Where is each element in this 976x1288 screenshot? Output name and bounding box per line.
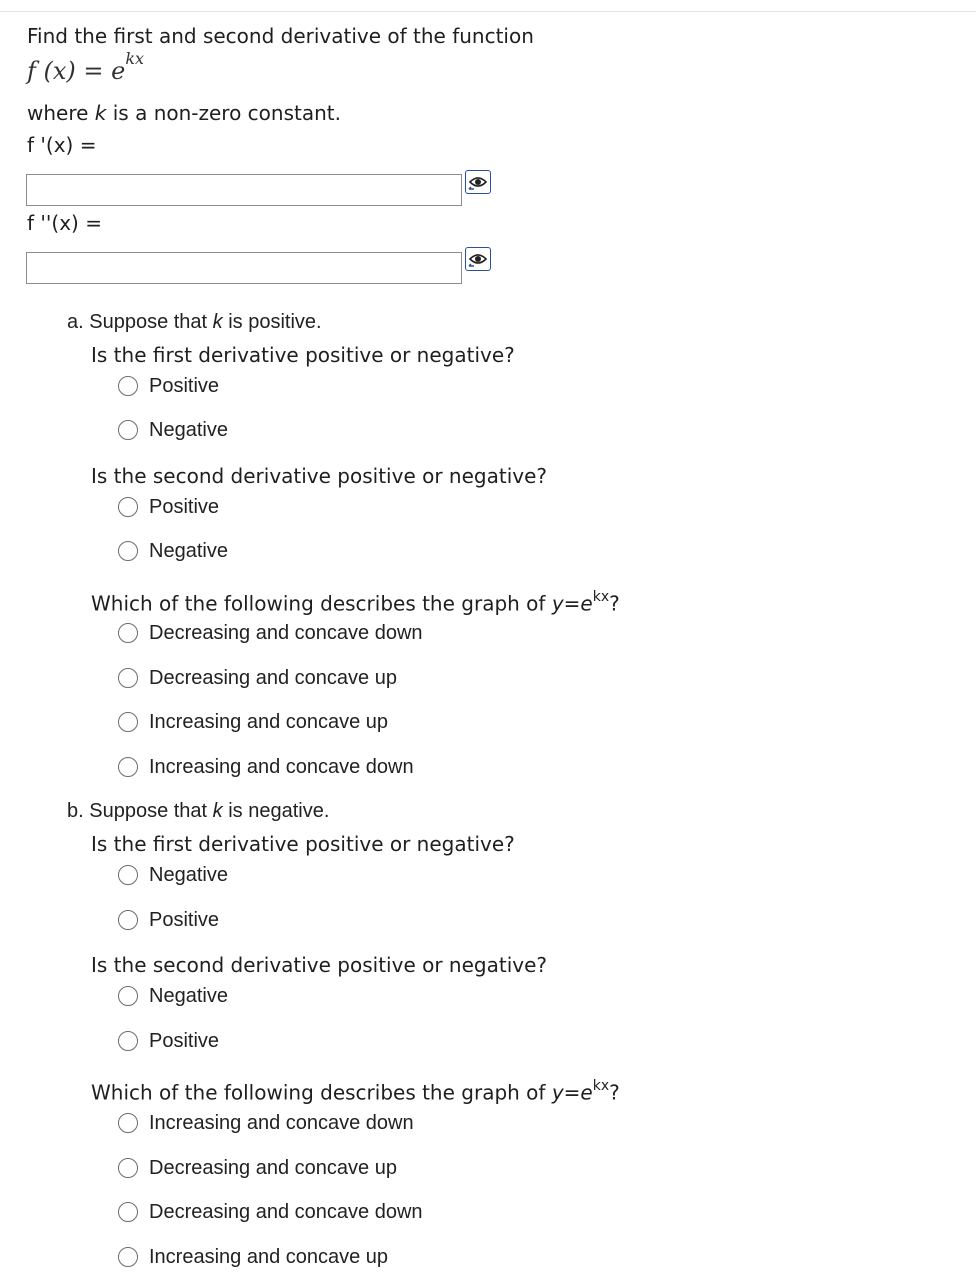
option-label: Negative (149, 540, 228, 562)
part-b-q1-text: Is the first derivative positive or negative? (91, 832, 515, 856)
part-a-q1-text: Is the first derivative positive or negative? (91, 343, 515, 367)
radio-button[interactable] (118, 623, 138, 643)
eye-icon (468, 173, 488, 191)
option-label: Decreasing and concave down (149, 1201, 423, 1223)
q3-text-post: ? (609, 1080, 620, 1105)
part-a-heading-pre: a. Suppose that (67, 311, 213, 333)
radio-button[interactable] (118, 1113, 138, 1133)
function-exponent: kx (125, 49, 145, 68)
option-label: Increasing and concave up (149, 1246, 389, 1268)
option-label: Negative (149, 419, 228, 441)
function-definition (27, 49, 145, 85)
fprime-preview-button[interactable] (465, 170, 491, 194)
q3-text-exp: kx (592, 1078, 610, 1094)
radio-button[interactable] (118, 1031, 138, 1051)
constant-note-k: k (94, 101, 107, 125)
radio-button[interactable] (118, 376, 138, 396)
option-label: Increasing and concave up (149, 711, 389, 733)
option-label: Decreasing and concave up (149, 667, 397, 689)
option-label: Positive (149, 909, 220, 931)
part-a-heading-k: k (212, 311, 223, 333)
constant-note-pre: where (27, 101, 95, 125)
option-label: Decreasing and concave up (149, 1157, 397, 1179)
constant-note (27, 101, 341, 125)
fprime-answer-input[interactable] (26, 174, 462, 206)
fdoubleprime-label: f ''(x) = (27, 211, 102, 235)
fdoubleprime-preview-button[interactable] (465, 247, 491, 271)
part-b-q3-text (91, 1080, 620, 1105)
fdoubleprime-answer-input[interactable] (26, 252, 462, 284)
q3-text-y: y=e (551, 591, 593, 616)
radio-button[interactable] (118, 1247, 138, 1267)
radio-button[interactable] (118, 865, 138, 885)
option-label: Positive (149, 375, 220, 397)
radio-button[interactable] (118, 420, 138, 440)
radio-button[interactable] (118, 757, 138, 777)
part-a-heading (67, 311, 322, 334)
radio-button[interactable] (118, 1202, 138, 1222)
option-label: Increasing and concave down (149, 1112, 414, 1134)
option-label: Positive (149, 1030, 220, 1052)
q3-text-pre: Which of the following describes the graph of (91, 1080, 552, 1105)
part-b-heading-k: k (212, 800, 223, 822)
fprime-label: f '(x) = (27, 133, 97, 157)
radio-button[interactable] (118, 986, 138, 1006)
option-label: Positive (149, 496, 220, 518)
option-label: Increasing and concave down (149, 756, 414, 778)
constant-note-post: is a non-zero constant. (106, 101, 341, 125)
radio-button[interactable] (118, 497, 138, 517)
q3-text-exp: kx (592, 589, 610, 605)
part-a-q3-text (91, 591, 620, 616)
eye-icon (468, 250, 488, 268)
part-a-heading-post: is positive. (222, 311, 322, 333)
problem-statement: Find the first and second derivative of the function (27, 24, 534, 48)
q3-text-post: ? (609, 591, 620, 616)
radio-button[interactable] (118, 910, 138, 930)
q3-text-y: y=e (551, 1080, 593, 1105)
part-b-q2-text: Is the second derivative positive or negative? (91, 953, 548, 977)
part-a-q2-text: Is the second derivative positive or negative? (91, 464, 548, 488)
part-b-heading-pre: b. Suppose that (67, 800, 213, 822)
option-label: Negative (149, 985, 228, 1007)
part-b-heading-post: is negative. (222, 800, 330, 822)
radio-button[interactable] (118, 1158, 138, 1178)
radio-button[interactable] (118, 668, 138, 688)
function-lhs: f (x) = e (27, 57, 126, 85)
q3-text-pre: Which of the following describes the graph of (91, 591, 552, 616)
part-b-heading (67, 800, 329, 823)
top-divider (0, 0, 976, 12)
option-label: Negative (149, 864, 228, 886)
option-label: Decreasing and concave down (149, 622, 423, 644)
radio-button[interactable] (118, 541, 138, 561)
radio-button[interactable] (118, 712, 138, 732)
